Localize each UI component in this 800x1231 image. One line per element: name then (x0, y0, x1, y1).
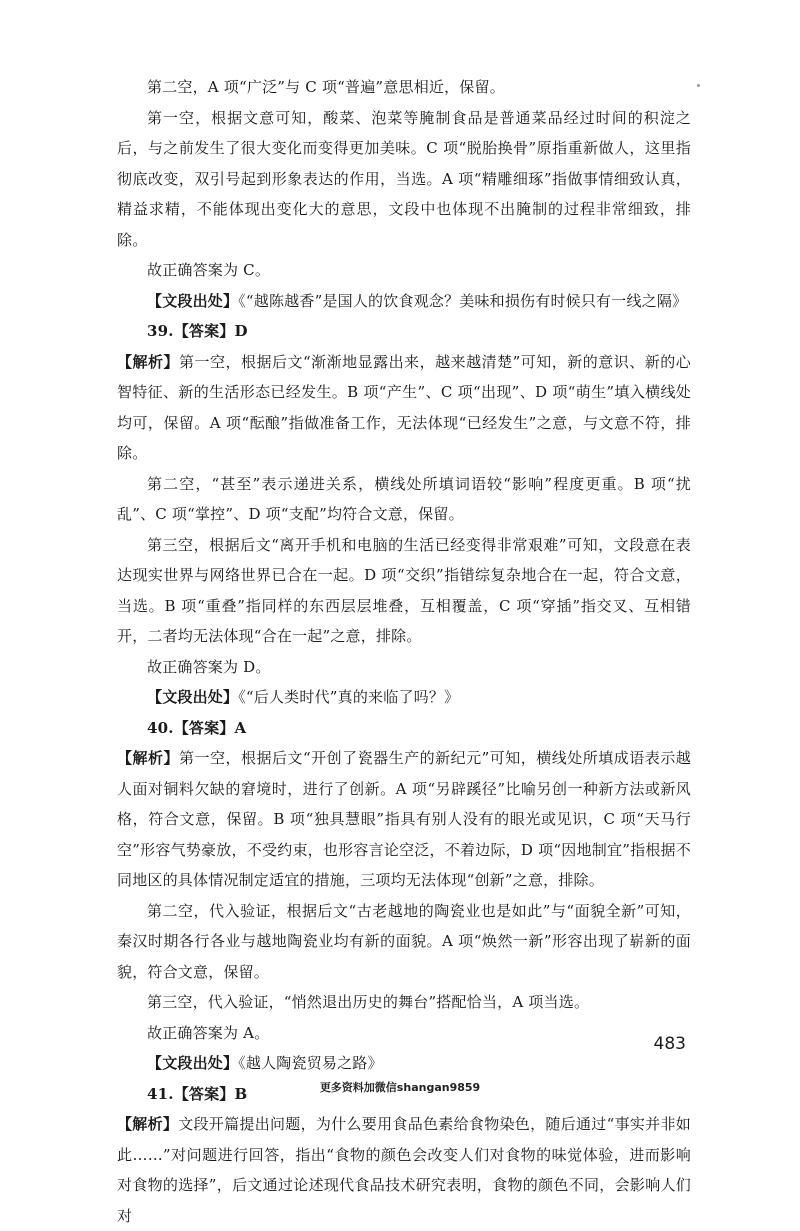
paragraph (117, 469, 691, 530)
paragraph (117, 255, 691, 286)
page-number: 483 (653, 1034, 686, 1054)
section-label: 【解析】 (117, 352, 179, 371)
paragraph-text: 《“越陈越香”是国人的饮食观念？美味和损伤有时候只有一线之隔》 (238, 291, 688, 310)
paragraph-text: 故正确答案为 A。 (147, 1023, 270, 1042)
paragraph (117, 713, 691, 744)
paragraph (117, 347, 691, 469)
section-label: 【解析】 (117, 749, 179, 767)
section-label: 【文段出处】 (147, 291, 239, 310)
paragraph-text: 第二空，“甚至”表示递进关系，横线处所填词语较“影响”程度更重。B 项“扰乱”、C 项“掌控”、D 项“支配”均符合文意，保留。 (117, 474, 691, 523)
paragraph (117, 530, 691, 652)
section-label: 【文段出处】 (147, 688, 239, 706)
footer-note: 更多资料加微信shangan9859 (319, 1081, 481, 1094)
paragraph-text: 第二空，A 项“广泛”与 C 项“普遍”意思相近，保留。 (147, 78, 505, 96)
paragraph-text: 第三空，代入验证，“悄然退出历史的舞台”搭配恰当，A 项当选。 (147, 993, 590, 1011)
paragraph (117, 652, 691, 683)
paragraph-text: 第一空，根据后文“开创了瓷器生产的新纪元”可知，横线处所填成语表示越人面对铜料欠缺的窘境时，进行了创新。A 项“另辟蹊径”比喻另创一种新方法或新风格，符合文意，保留。B 项“独具慧眼”指具有别人没有的眼光或见识，C 项“天马行空”形容气势豪放，不受约束，也形容言论空泛，不着边际，D 项“因地制宜”指根据不同地区的具体情况制定适宜的措施，三项均无法体现“创新”之意，排除。 (117, 749, 691, 889)
paragraph-text: 41.【答案】B (147, 1084, 248, 1103)
paragraph-text: 《越人陶瓷贸易之路》 (238, 1054, 383, 1072)
paragraph-text: 39.【答案】D (147, 322, 248, 340)
paragraph-text: 第三空，根据后文“离开手机和电脑的生活已经变得非常艰难”可知，文段意在表达现实世界与网络世界已合在一起。D 项“交织”指错综复杂地合在一起，符合文意，当选。B 项“重叠”指同样的东西层层堆叠，互相覆盖，C 项“穿插”指交叉、互相错开，二者均无法体现“合在一起”之意，排除。 (117, 535, 691, 645)
paragraph (117, 987, 691, 1018)
paragraph (117, 1109, 691, 1231)
paragraph (117, 103, 691, 256)
section-label: 【文段出处】 (147, 1054, 239, 1072)
page-content (117, 72, 691, 1231)
paragraph (117, 72, 691, 103)
paragraph (117, 682, 691, 713)
paragraph (117, 316, 691, 347)
paragraph-text: 第一空，根据后文“渐渐地显露出来，越来越清楚”可知，新的意识、新的心智特征、新的生活形态已经发生。B 项“产生”、C 项“出现”、D 项“萌生”填入横线处均可，保留。A 项“酝酿”指做准备工作，无法体现“已经发生”之意，与文意不符，排除。 (117, 352, 691, 462)
paragraph-text: 文段开篇提出问题，为什么要用食品色素给食物染色，随后通过“事实并非如此……”对问题进行回答，指出“食物的颜色会改变人们对食物的味觉体验，进而影响对食物的选择”，后文通过论述现代食品技术研究表明，食物的颜色不同，会影响人们对 (117, 1115, 691, 1225)
scan-dot (697, 84, 700, 87)
paragraph (117, 1018, 691, 1049)
paragraph-text: 《“后人类时代”真的来临了吗？》 (238, 688, 460, 706)
paragraph-text: 故正确答案为 D。 (147, 657, 271, 676)
paragraph (117, 896, 691, 988)
section-label: 【解析】 (117, 1115, 179, 1133)
paragraph-text: 第二空，代入验证，根据后文“古老越地的陶瓷业也是如此”与“面貌全新”可知，秦汉时期各行各业与越地陶瓷业均有新的面貌。A 项“焕然一新”形容出现了崭新的面貌，符合文意，保留。 (117, 901, 691, 981)
paragraph-text: 第一空，根据文意可知，酸菜、泡菜等腌制食品是普通菜品经过时间的积淀之后，与之前发生了很大变化而变得更加美味。C 项“脱胎换骨”原指重新做人，这里指彻底改变，双引号起到形象表达的作用，当选。A 项“精雕细琢”指做事情细致认真，精益求精，不能体现出变化大的意思，文段中也体现不出腌制的过程非常细致，排除。 (117, 108, 691, 249)
paragraph (117, 286, 691, 317)
paragraph-text: 40.【答案】A (147, 718, 247, 737)
paragraph (117, 743, 691, 896)
paragraph (117, 1048, 691, 1079)
paragraph-text: 故正确答案为 C。 (147, 261, 271, 279)
